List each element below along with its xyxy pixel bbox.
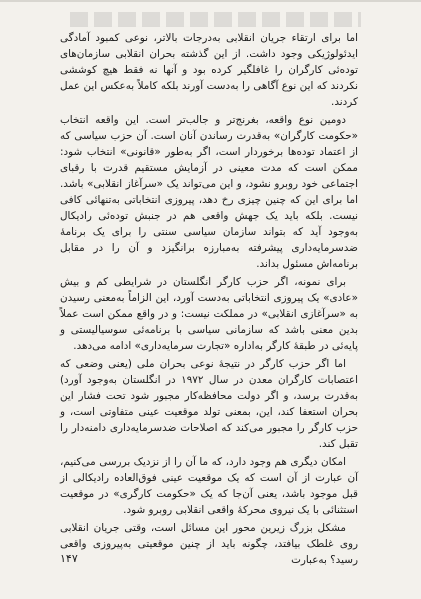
bleed-through-text	[70, 12, 361, 27]
paragraph: اما برای ارتقاء جریان انقلابی به‌درجات بالاتر، نوعی کمبود آمادگی ایدئولوژیکی وجود داشت. از این گذشته بحران انقلابی سازمان‌های توده‌ئی کارگران را غافلگیر کرده بود و آنها نه فقط هیچ کوششی نکردند که این نوع آگاهی را به‌دست آورند بلکه کاملاً به‌عکس این عمل کردند.	[60, 32, 358, 108]
paragraph: دومین نوع واقعه، بغرنج‌تر و جالب‌تر است. این واقعه انتخاب «حکومت کارگران» به‌قدرت رساندن آنان است. آن حزب سیاسی که از اعتماد توده‌ها برخوردار است، اگر به‌طور «قانونی» انتخاب شود: ممکن است که مدت معینی در آزمایش مستقیم قدرت با رقبای اجتماعی خود روبرو نشود، و این می‌تواند یک «سرآغاز انقلابی» باشد. اما برای این که چنین چیزی رخ دهد، پیروزی انتخاباتی به‌تنهائی کافی نیست. بلکه باید یک جهش واقعی هم در جنبش توده‌ئی رادیکال به‌وجود آید که بتواند سازمان سیاسی سنتی را برای یک برنامهٔ ضدسرمایه‌داری پیشرفته به‌مبارزه برانگیزد و آن را در مقابل برنامه‌اش مسئول بداند.	[60, 114, 358, 270]
paragraph: اما اگر حزب کارگر در نتیجهٔ نوعی بحران ملی (یعنی وضعی که اعتصابات کارگران معدن در سال ۱۹۷۲ در انگلستان به‌وجود آورد) به‌قدرت برسد، و اگر دولت محافظه‌کار مجبور شود تحت فشار این بحران استعفا کند، این، بمعنی تولد موقعیت عینی متفاوتی است، و حزب کارگر را مجبور می‌کند که اصلاحات ضدسرمایه‌داری دامنه‌دار را تقبل کند.	[60, 358, 358, 450]
paragraph: مشکل بزرگ زیرین محور این مسائل است، وقتی جریان انقلابی روی غلطک بیافتد، چگونه باید از چنین موقعیتی به‌پیروزی واقعی رسید؟ به‌عبارت	[60, 522, 358, 566]
page-number: ۱۴۷	[60, 552, 78, 565]
paragraph: امکان دیگری هم وجود دارد، که ما آن را از نزدیک بررسی می‌کنیم، آن عبارت از آن است که یک موقعیت عینی فوق‌العاده رادیکالی از قبل موجود باشد، یعنی آن‌جا که یک «حکومت کارگری» در موقعیت استثنائی با یک نیروی محرکهٔ واقعی انقلابی روبرو شود.	[60, 456, 358, 516]
body-text	[60, 30, 358, 570]
paragraph: برای نمونه، اگر حزب کارگر انگلستان در شرایطی کم و بیش «عادی» یک پیروزی انتخاباتی به‌دست آورد، این الزاماً به‌معنی رسیدن به «سرآغازی انقلابی» در مملکت نیست: و در واقع ممکن است عملاً بدین معنی باشد که سازمانی سیاسی با برنامه‌ئی سوسیالیستی و پایه‌ئی در طبقهٔ کارگر به‌اداره «تجارت سرمایه‌داری» ادامه می‌دهد.	[60, 276, 358, 352]
